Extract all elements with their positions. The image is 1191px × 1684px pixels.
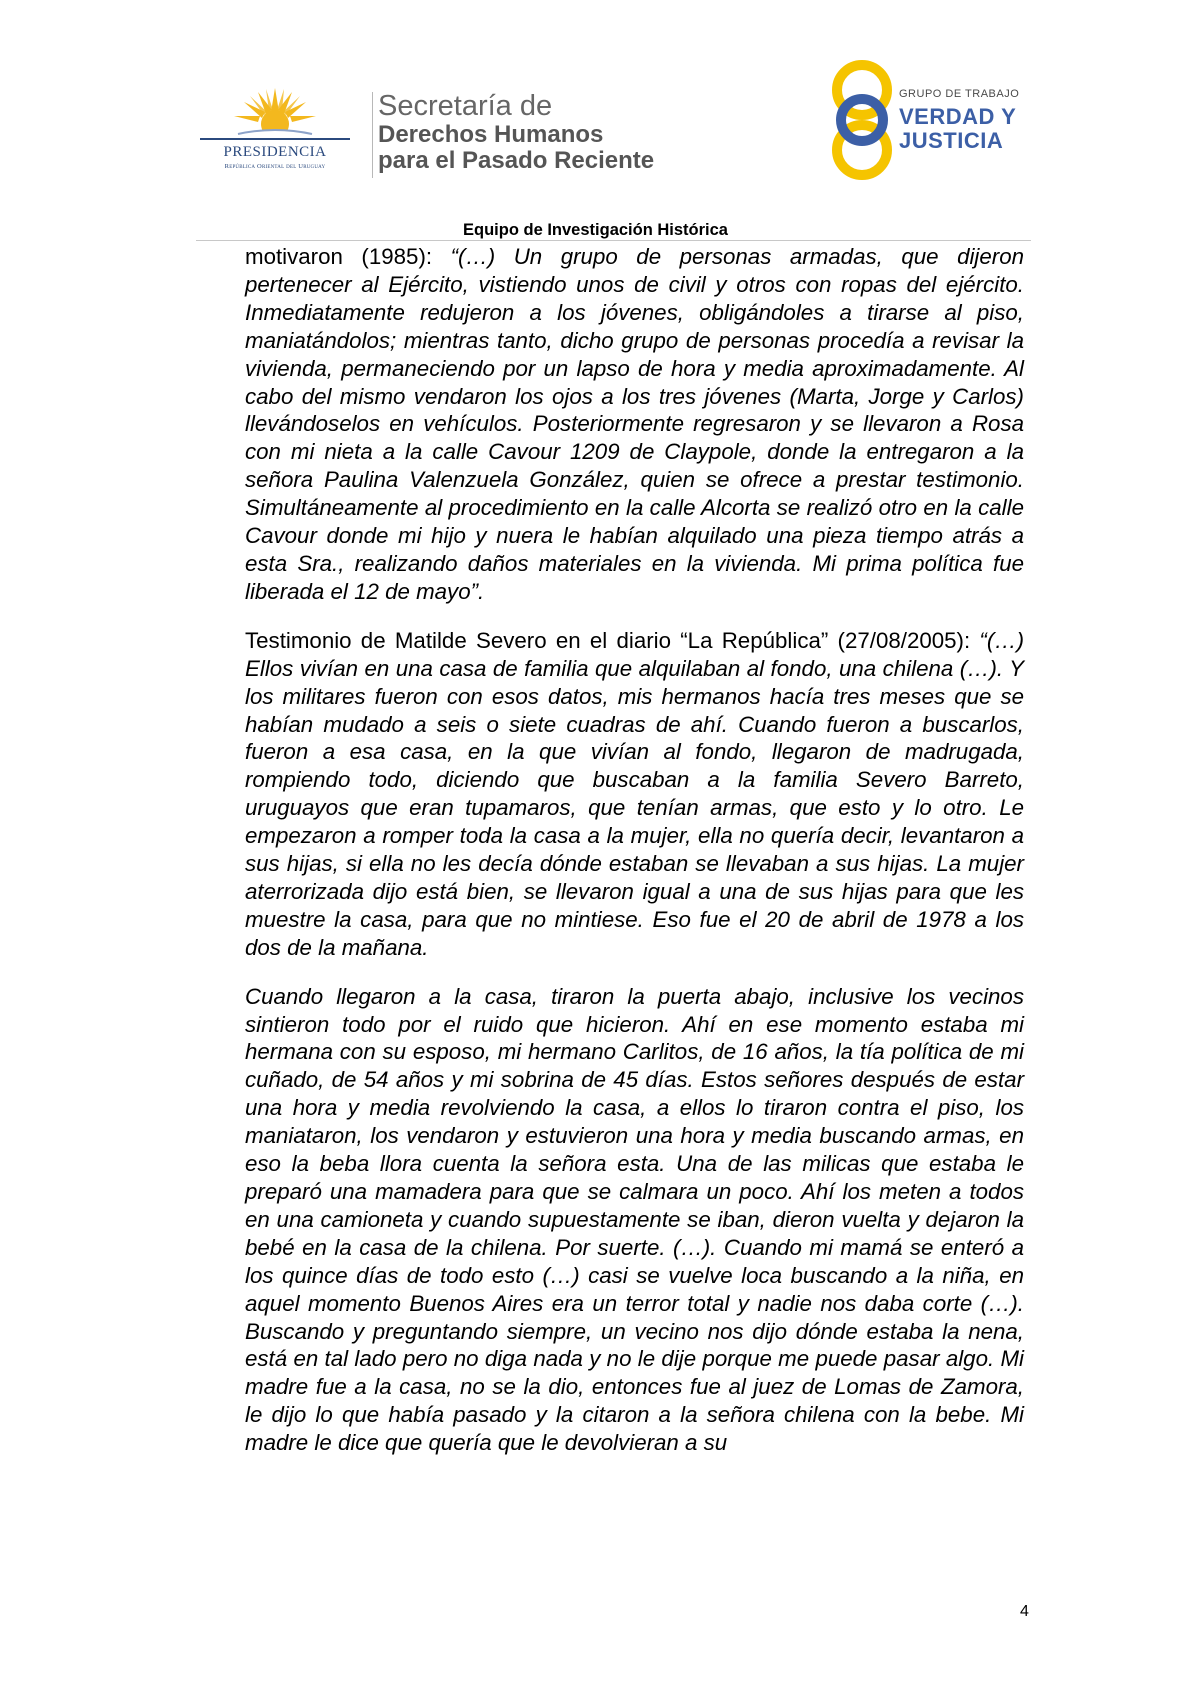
- verdad-justicia-logo: [827, 58, 1027, 182]
- document-body: [245, 243, 1024, 1457]
- secretaria-divider: [372, 92, 373, 178]
- paragraph-1-lead: motivaron (1985):: [245, 244, 451, 269]
- verdad-label: VERDAD Y: [899, 104, 1017, 129]
- presidencia-logo: [196, 86, 354, 178]
- page-number: 4: [1020, 1603, 1029, 1620]
- presidencia-subtitle: República Oriental del Uruguay: [224, 163, 326, 170]
- team-heading: Equipo de Investigación Histórica: [463, 221, 728, 239]
- paragraph-1-quote: “(…) Un grupo de personas armadas, que dijeron pertenecer al Ejército, vistiendo unos de civil y otros con ropas del ejército. Inmediatamente redujeron a los jóvenes, obligándoles a tirarse al piso, maniatándolos; mientras tanto, dicho grupo de personas procedía a revisar la vivienda, permaneciendo por un lapso de hora y media aproximadamente. Al cabo del mismo vendaron los ojos a los tres jóvenes (Marta, Jorge y Carlos) llevándoselos en vehículos. Posteriormente regresaron y se llevaron a Rosa con mi nieta a la calle Cavour 1209 de Claypole, donde la entregaron a la señora Paulina Valenzuela González, quien se ofrece a prestar testimonio. Simultáneamente al procedimiento en la calle Alcorta se realizó otro en la calle Cavour donde mi hijo y nuera le habían alquilado una pieza tiempo atrás a esta Sra., realizando daños materiales en la vivienda. Mi prima política fue liberada el 12 de mayo”.: [245, 244, 1024, 604]
- presidencia-rule: [200, 138, 350, 140]
- paragraph-3-quote: Cuando llegaron a la casa, tiraron la puerta abajo, inclusive los vecinos sintieron todo por el ruido que hicieron. Ahí en ese momento estaba mi hermana con su esposo, mi hermano Carlitos, de 16 años, la tía política de mi cuñado, de 54 años y mi sobrina de 45 días. Estos señores después de estar una hora y media revolviendo la casa, a ellos lo tiraron contra el piso, los maniataron, los vendaron y estuvieron una hora y media buscando armas, en eso la beba llora cuenta la señora esta. Una de las milicas que estaba le preparó una mamadera para que se calmara un poco. Ahí los meten a todos en una camioneta y cuando supuestamente se iban, dieron vuelta y dejaron la bebé en la casa de la chilena. Por suerte. (…). Cuando mi mamá se enteró a los quince días de todo esto (…) casi se vuelve loca buscando a la niña, en aquel momento Buenos Aires era un terror total y nadie nos daba corte (…). Buscando y preguntando siempre, un vecino nos dijo dónde estaba la nena, está en tal lado pero no diga nada y no le dije porque me puede pasar algo. Mi madre fue a la casa, no se la dio, entonces fue al juez de Lomas de Zamora, le dijo lo que había pasado y la citaron a la señora chilena con la bebe. Mi madre le dice que quería que le devolvieran a su: [245, 983, 1024, 1456]
- sun-icon: [232, 86, 318, 142]
- grupo-trabajo-label: GRUPO DE TRABAJO: [899, 88, 1020, 100]
- presidencia-name: PRESIDENCIA: [223, 144, 327, 160]
- secretaria-line-1: Secretaría de: [378, 90, 553, 122]
- linked-rings-icon: [827, 58, 897, 182]
- paragraph-3: [245, 983, 1024, 1457]
- paragraph-1: [245, 243, 1024, 606]
- secretaria-title: [378, 90, 654, 174]
- header-rule: [196, 240, 1031, 241]
- paragraph-2: [245, 627, 1024, 962]
- paragraph-2-lead: Testimonio de Matilde Severo en el diario “La República” (27/08/2005):: [245, 627, 980, 653]
- justicia-label: JUSTICIA: [899, 128, 1004, 153]
- paragraph-2-quote: “(…) Ellos vivían en una casa de familia que alquilaban al fondo, una chilena (…). Y los militares fueron con esos datos, mis hermanos hacía tres meses que se habían mudado a seis o siete cuadras de ahí. Cuando fueron a buscarlos, fueron a esa casa, en la que vivían al fondo, llegaron de madrugada, rompiendo todo, diciendo que buscaban a la familia Severo Barreto, uruguayos que eran tupamaros, que tenían armas, que esto y lo otro. Le empezaron a romper toda la casa a la mujer, ella no quería decir, levantaron a sus hijas, si ella no les decía dónde estaban se llevaban a sus hijas. La mujer aterrorizada dijo está bien, se llevaron igual a una de sus hijas para que les muestre la casa, para que no mintiese. Eso fue el 20 de abril de 1978 a los dos de la mañana.: [245, 627, 1024, 960]
- secretaria-line-3: para el Pasado Reciente: [378, 147, 655, 174]
- secretaria-line-2: Derechos Humanos: [378, 121, 604, 148]
